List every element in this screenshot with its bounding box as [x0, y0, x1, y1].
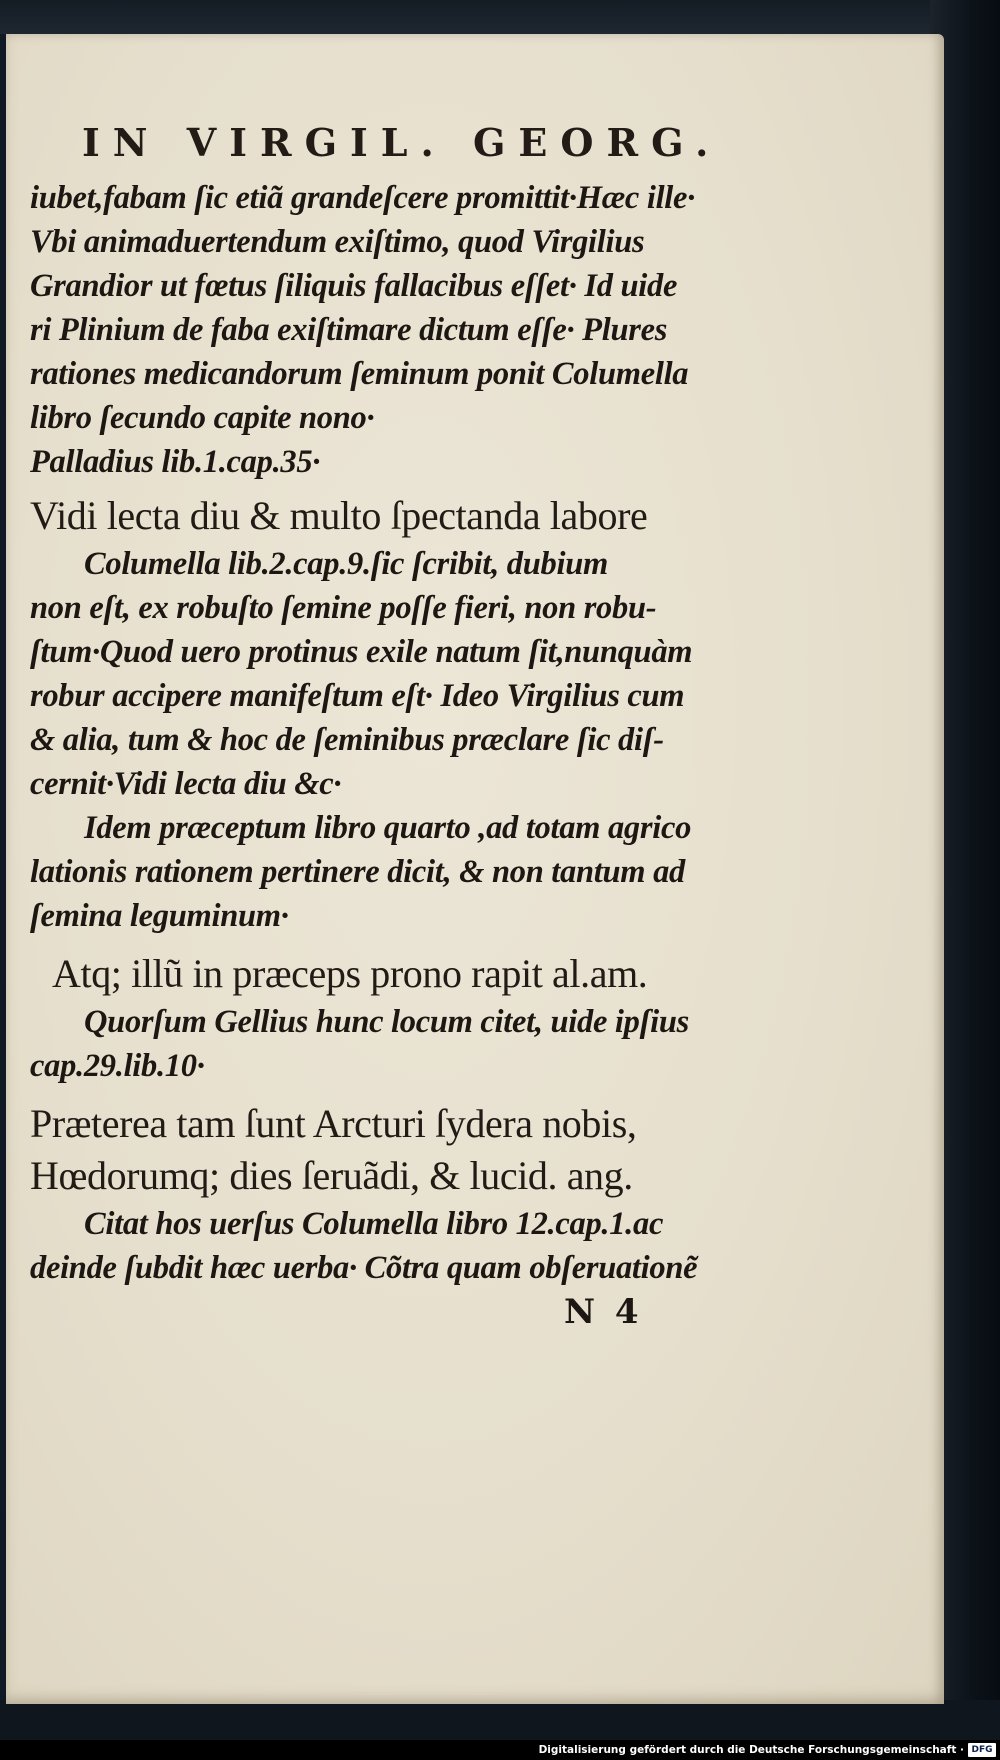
verse-line: Vidi lecta diu & multo ſpectanda labore — [30, 493, 648, 538]
commentary-line: ri Plinium de faba exiſtimare dictum eſſe· Plures — [30, 312, 668, 348]
commentary-line: rationes medicandorum ſeminum ponit Columella — [30, 356, 689, 392]
signature-mark: N 4 — [564, 1292, 643, 1332]
footer-credit: Digitalisierung gefördert durch die Deutsche Forschungsgemeinschaft · — [538, 1744, 964, 1756]
verse-line: Atq; illũ in præceps prono rapit al.am. — [52, 951, 648, 996]
running-head: IN VIRGIL. GEORG. — [82, 120, 722, 165]
commentary-line: robur accipere manifeſtum eſt· Ideo Virgilius cum — [30, 678, 685, 714]
commentary-line: libro ſecundo capite nono· — [30, 400, 375, 436]
commentary-line: cernit·Vidi lecta diu &c· — [30, 766, 342, 802]
page-text — [30, 116, 730, 1334]
commentary-line: Quorſum Gellius hunc locum citet, uide ipſius — [84, 1004, 689, 1040]
commentary-line: Grandior ut fœtus ſiliquis fallacibus eſſet· Id uide — [30, 268, 678, 304]
commentary-line: & alia, tum & hoc de ſeminibus præclare ſic diſ- — [30, 722, 664, 758]
commentary-line: cap.29.lib.10· — [30, 1048, 205, 1084]
verse-line: Præterea tam ſunt Arcturi ſydera nobis, — [30, 1101, 637, 1146]
scan-top-edge — [0, 0, 1000, 34]
commentary-line: Citat hos uerſus Columella libro 12.cap.1.ac — [84, 1206, 664, 1242]
commentary-line: deinde ſubdit hæc uerba· Cõtra quam obſeruationẽ — [30, 1250, 698, 1286]
scan-bottom-edge — [0, 1700, 1000, 1740]
commentary-line: ſemina leguminum· — [30, 898, 289, 934]
commentary-line: Palladius lib.1.cap.35· — [30, 444, 321, 480]
commentary-line: non eſt, ex robuſto ſemine poſſe fieri, non robu- — [30, 590, 657, 626]
commentary-line: ſtum·Quod uero protinus exile natum ſit,nunquàm — [30, 634, 693, 670]
commentary-line: iubet,fabam ſic etiã grandeſcere promittit·Hæc ille· — [30, 180, 695, 216]
dfg-logo: DFG — [968, 1743, 996, 1757]
verse-line: Hœdorumq; dies ſeruãdi, & lucid. ang. — [30, 1153, 633, 1198]
book-page — [6, 34, 944, 1704]
commentary-line: Columella lib.2.cap.9.ſic ſcribit, dubium — [84, 546, 608, 582]
commentary-line: Vbi animaduertendum exiſtimo, quod Virgilius — [30, 224, 645, 260]
commentary-line: Idem præceptum libro quarto ,ad totam agrico — [84, 810, 692, 846]
text-lines — [30, 176, 730, 1290]
commentary-line: lationis rationem pertinere dicit, & non tantum ad — [30, 854, 685, 890]
